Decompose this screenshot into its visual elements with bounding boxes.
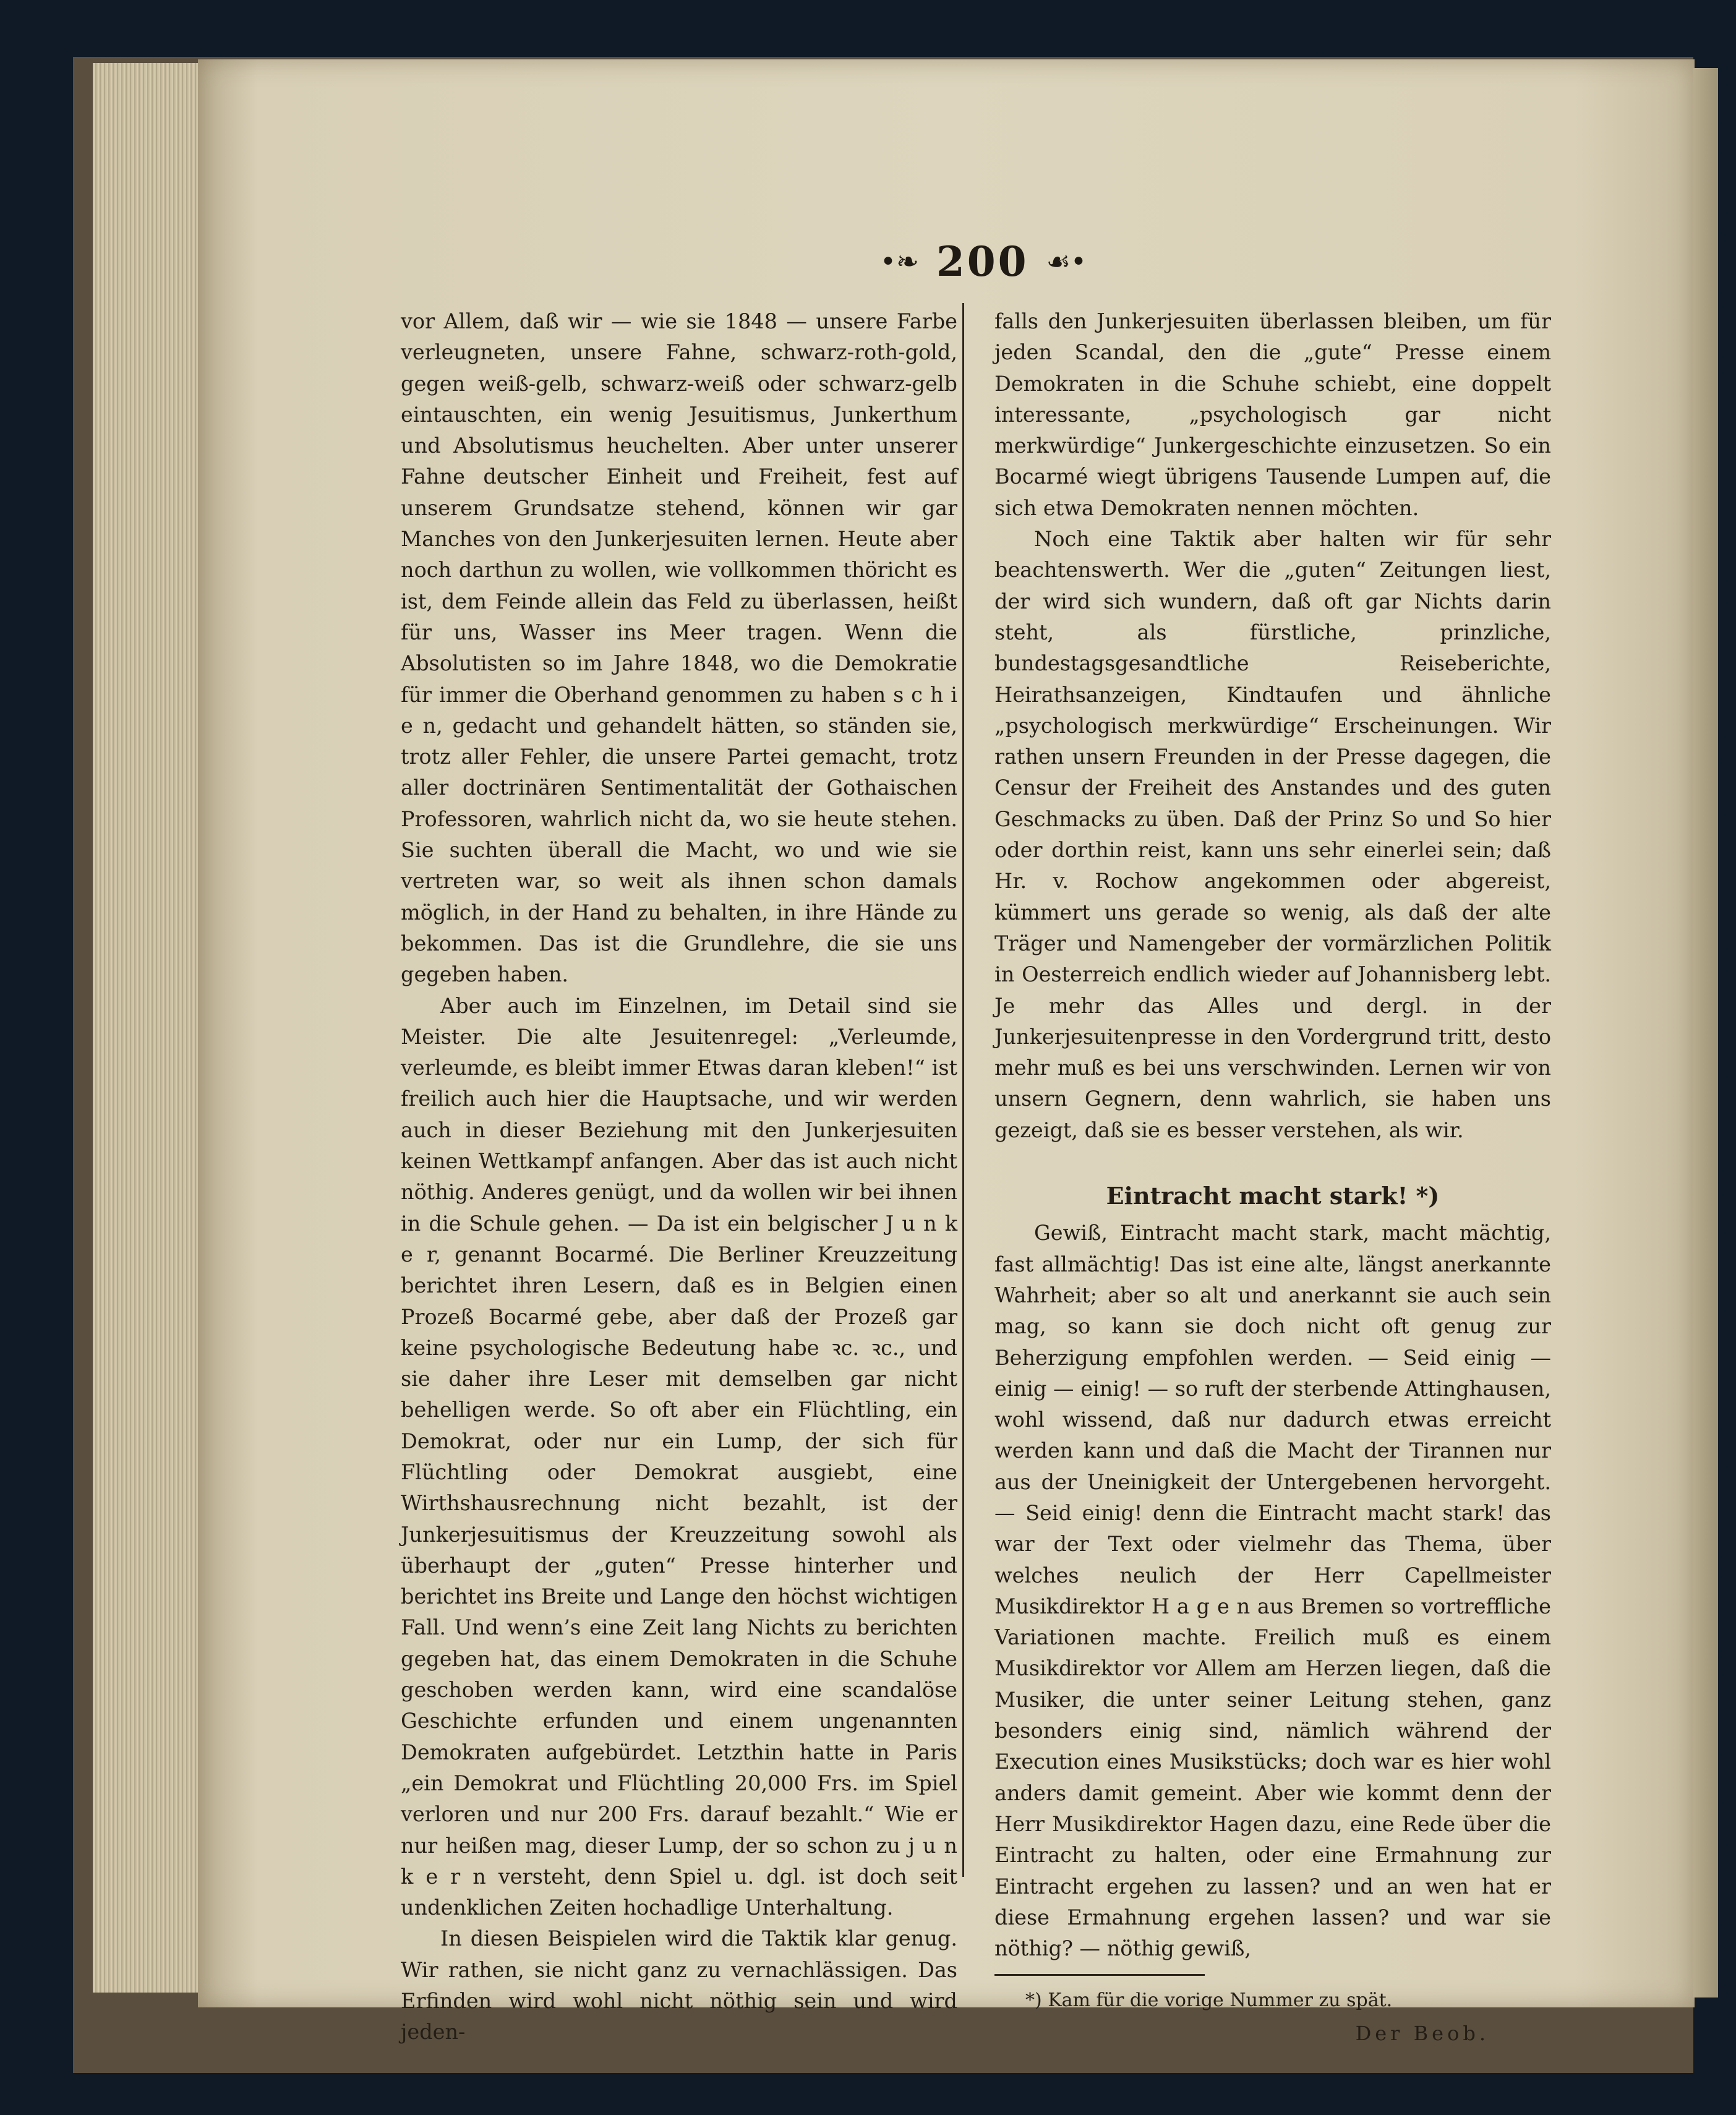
paragraph: Noch eine Taktik aber halten wir für sehr beachtenswerth. Wer die „guten“ Zeitungen liest, der wird sich wundern, daß oft gar Nichts darin steht, als fürstliche, prinzliche, bundestagsgesandtliche Reiseberichte, Heirathsanzeigen, Kindtaufen und ähnliche „psychologisch merkwürdige“ Erscheinungen. Wir rathen unsern Freunden in der Presse dagegen, die Censur der Freiheit des Anstandes und des guten Geschmacks zu üben. Daß der Prinz So und So hier oder dorthin reist, kann uns sehr einerlei sein; daß Hr. v. Rochow angekommen oder abgereist, kümmert uns gerade so wenig, als daß der alte Träger und Namengeber der vormärzlichen Politik in Oesterreich endlich wieder auf Johannisberg lebt. Je mehr das Alles und dergl. in der Junkerjesuitenpresse in den Vordergrund tritt, desto mehr muß es bei uns verschwinden. Lernen wir von unsern Gegnern, denn wahrlich, sie haben uns gezeigt, daß sie es besser verstehen, als wir. — [994, 527, 1551, 1142]
footnote-divider — [994, 1974, 1205, 1976]
column-divider — [962, 303, 964, 1877]
ornament-right-icon: ☙• — [1046, 246, 1087, 278]
paragraph: Gewiß, Eintracht macht stark, macht mächtig, fast allmächtig! Das ist eine alte, längst anerkannte Wahrheit; aber so alt und anerkannt sie auch sein mag, so kann sie doch nicht oft genug zur Beherzigung empfohlen werden. — Seid einig — einig — einig! — so ruft der sterbende Attinghausen, wohl wissend, daß nur dadurch etwas erreicht werden kann und daß die Macht der Tirannen nur aus der Uneinigkeit der Untergebenen hervorgeht. — Seid einig! denn die Eintracht macht stark! das war der Text oder vielmehr das Thema, über welches neulich der Herr Capellmeister Musikdirektor H a g e n aus Bremen so vortreffliche Variationen machte. Freilich muß es einem Musikdirektor vor Allem am Herzen liegen, daß die Musiker, die unter seiner Leitung stehen, ganz besonders einig sind, nämlich während der Execution eines Musikstücks; doch war es hier wohl anders damit gemeint. Aber wie kommt denn der Herr Musikdirektor Hagen dazu, eine Rede über die Eintracht zu halten, oder eine Ermahnung zur Eintracht ergehen zu lassen? und an wen hat er diese Ermahnung ergehen lassen? und war sie nöthig? — nöthig gewiß, — [994, 1221, 1551, 1961]
right-column — [994, 306, 1551, 2049]
paragraph: Aber auch im Einzelnen, im Detail sind sie Meister. Die alte Jesuitenregel: „Verleumde, verleumde, es bleibt immer Etwas daran kleben!“ ist freilich auch hier die Hauptsache, und wir werden auch in dieser Beziehung mit den Junkerjesuiten keinen Wettkampf anfangen. Aber das ist auch nicht nöthig. Anderes genügt, und da wollen wir bei ihnen in die Schule gehen. — Da ist ein belgischer J u n k e r, genannt Bocarmé. Die Berliner Kreuzzeitung berichtet ihren Lesern, daß es in Belgien einen Prozeß Bocarmé gebe, aber daß der Prozeß gar keine psychologische Bedeutung habe ꝛc. ꝛc., und sie daher ihre Leser mit demselben gar nicht behelligen werde. So oft aber ein Flüchtling, ein Demokrat, oder nur ein Lump, der sich für Flüchtling oder Demokrat ausgiebt, eine Wirthshausrechnung nicht bezahlt, ist der Junkerjesuitismus der Kreuzzeitung sowohl als überhaupt der „guten“ Presse hinterher und berichtet ins Breite und Lange den höchst wichtigen Fall. Und wenn’s eine Zeit lang Nichts zu berichten gegeben hat, das einem Demokraten in die Schuhe geschoben werden kann, wird eine scandalöse Geschichte erfunden und einem ungenannten Demokraten aufgebürdet. Letzthin hatte in Paris „ein Demokrat und Flüchtling 20,000 Frs. im Spiel verloren und nur 200 Frs. darauf bezahlt.“ Wie er nur heißen mag, dieser Lump, der so schon zu j u n k e r n versteht, denn Spiel u. dgl. ist doch seit undenklichen Zeiten hochadlige Unterhaltung. — [401, 993, 957, 1920]
left-column — [401, 306, 957, 2048]
section-heading: Eintracht macht stark! *) — [1106, 1182, 1440, 1210]
paragraph: vor Allem, daß wir — wie sie 1848 — unsere Farbe verleugneten, unsere Fahne, schwarz-roth-gold, gegen weiß-gelb, schwarz-weiß oder schwarz-gelb eintauschten, ein wenig Jesuitismus, Junkerthum und Absolutismus heuchelten. Aber unter unserer Fahne deutscher Einheit und Freiheit, fest auf unserem Grundsatze stehend, können wir gar Manches von den Junkerjesuiten lernen. Heute aber noch darthun zu wollen, wie vollkommen thöricht es ist, dem Feinde allein das Feld zu überlassen, heißt für uns, Wasser ins Meer tragen. Wenn die Absolutisten so im Jahre 1848, wo die Demokratie für immer die Oberhand genommen zu haben s c h i e n, gedacht und gehandelt hätten, so ständen sie, trotz aller Fehler, die unsere Partei gemacht, trotz aller doctrinären Sentimentalität der Gothaischen Professoren, wahrlich nicht da, wo sie heute stehen. Sie suchten überall die Macht, wo und wie sie vertreten war, so weit als ihnen schon damals möglich, in der Hand zu behalten, in ihre Hände zu bekommen. Das ist die Grundlehre, die sie uns gegeben haben. — [401, 309, 957, 987]
page-number: 200 — [936, 237, 1029, 286]
ornament-left-icon: •❧ — [879, 246, 919, 278]
paragraph: falls den Junkerjesuiten überlassen bleiben, um für jeden Scandal, den die „gute“ Presse einem Demokraten in die Schuhe schiebt, eine doppelt interessante, „psychologisch gar nicht merkwürdige“ Junkergeschichte einzusetzen. So ein Bocarmé wiegt übrigens Tausende Lumpen auf, die sich etwa Demokraten nennen möchten. — [994, 309, 1551, 520]
page-header — [829, 234, 1138, 289]
signature: Der Beob. — [1355, 2022, 1489, 2046]
page-right-edge — [1693, 68, 1718, 1998]
footnote: *) Kam für die vorige Nummer zu spät. — [1025, 1989, 1393, 2012]
paragraph: In diesen Beispielen wird die Taktik klar genug. Wir rathen, sie nicht ganz zu vernachlässigen. Das Erfinden wird wohl nicht nöthig sein und wird jeden- — [401, 1926, 957, 2045]
page-stack-edge — [93, 63, 205, 1993]
